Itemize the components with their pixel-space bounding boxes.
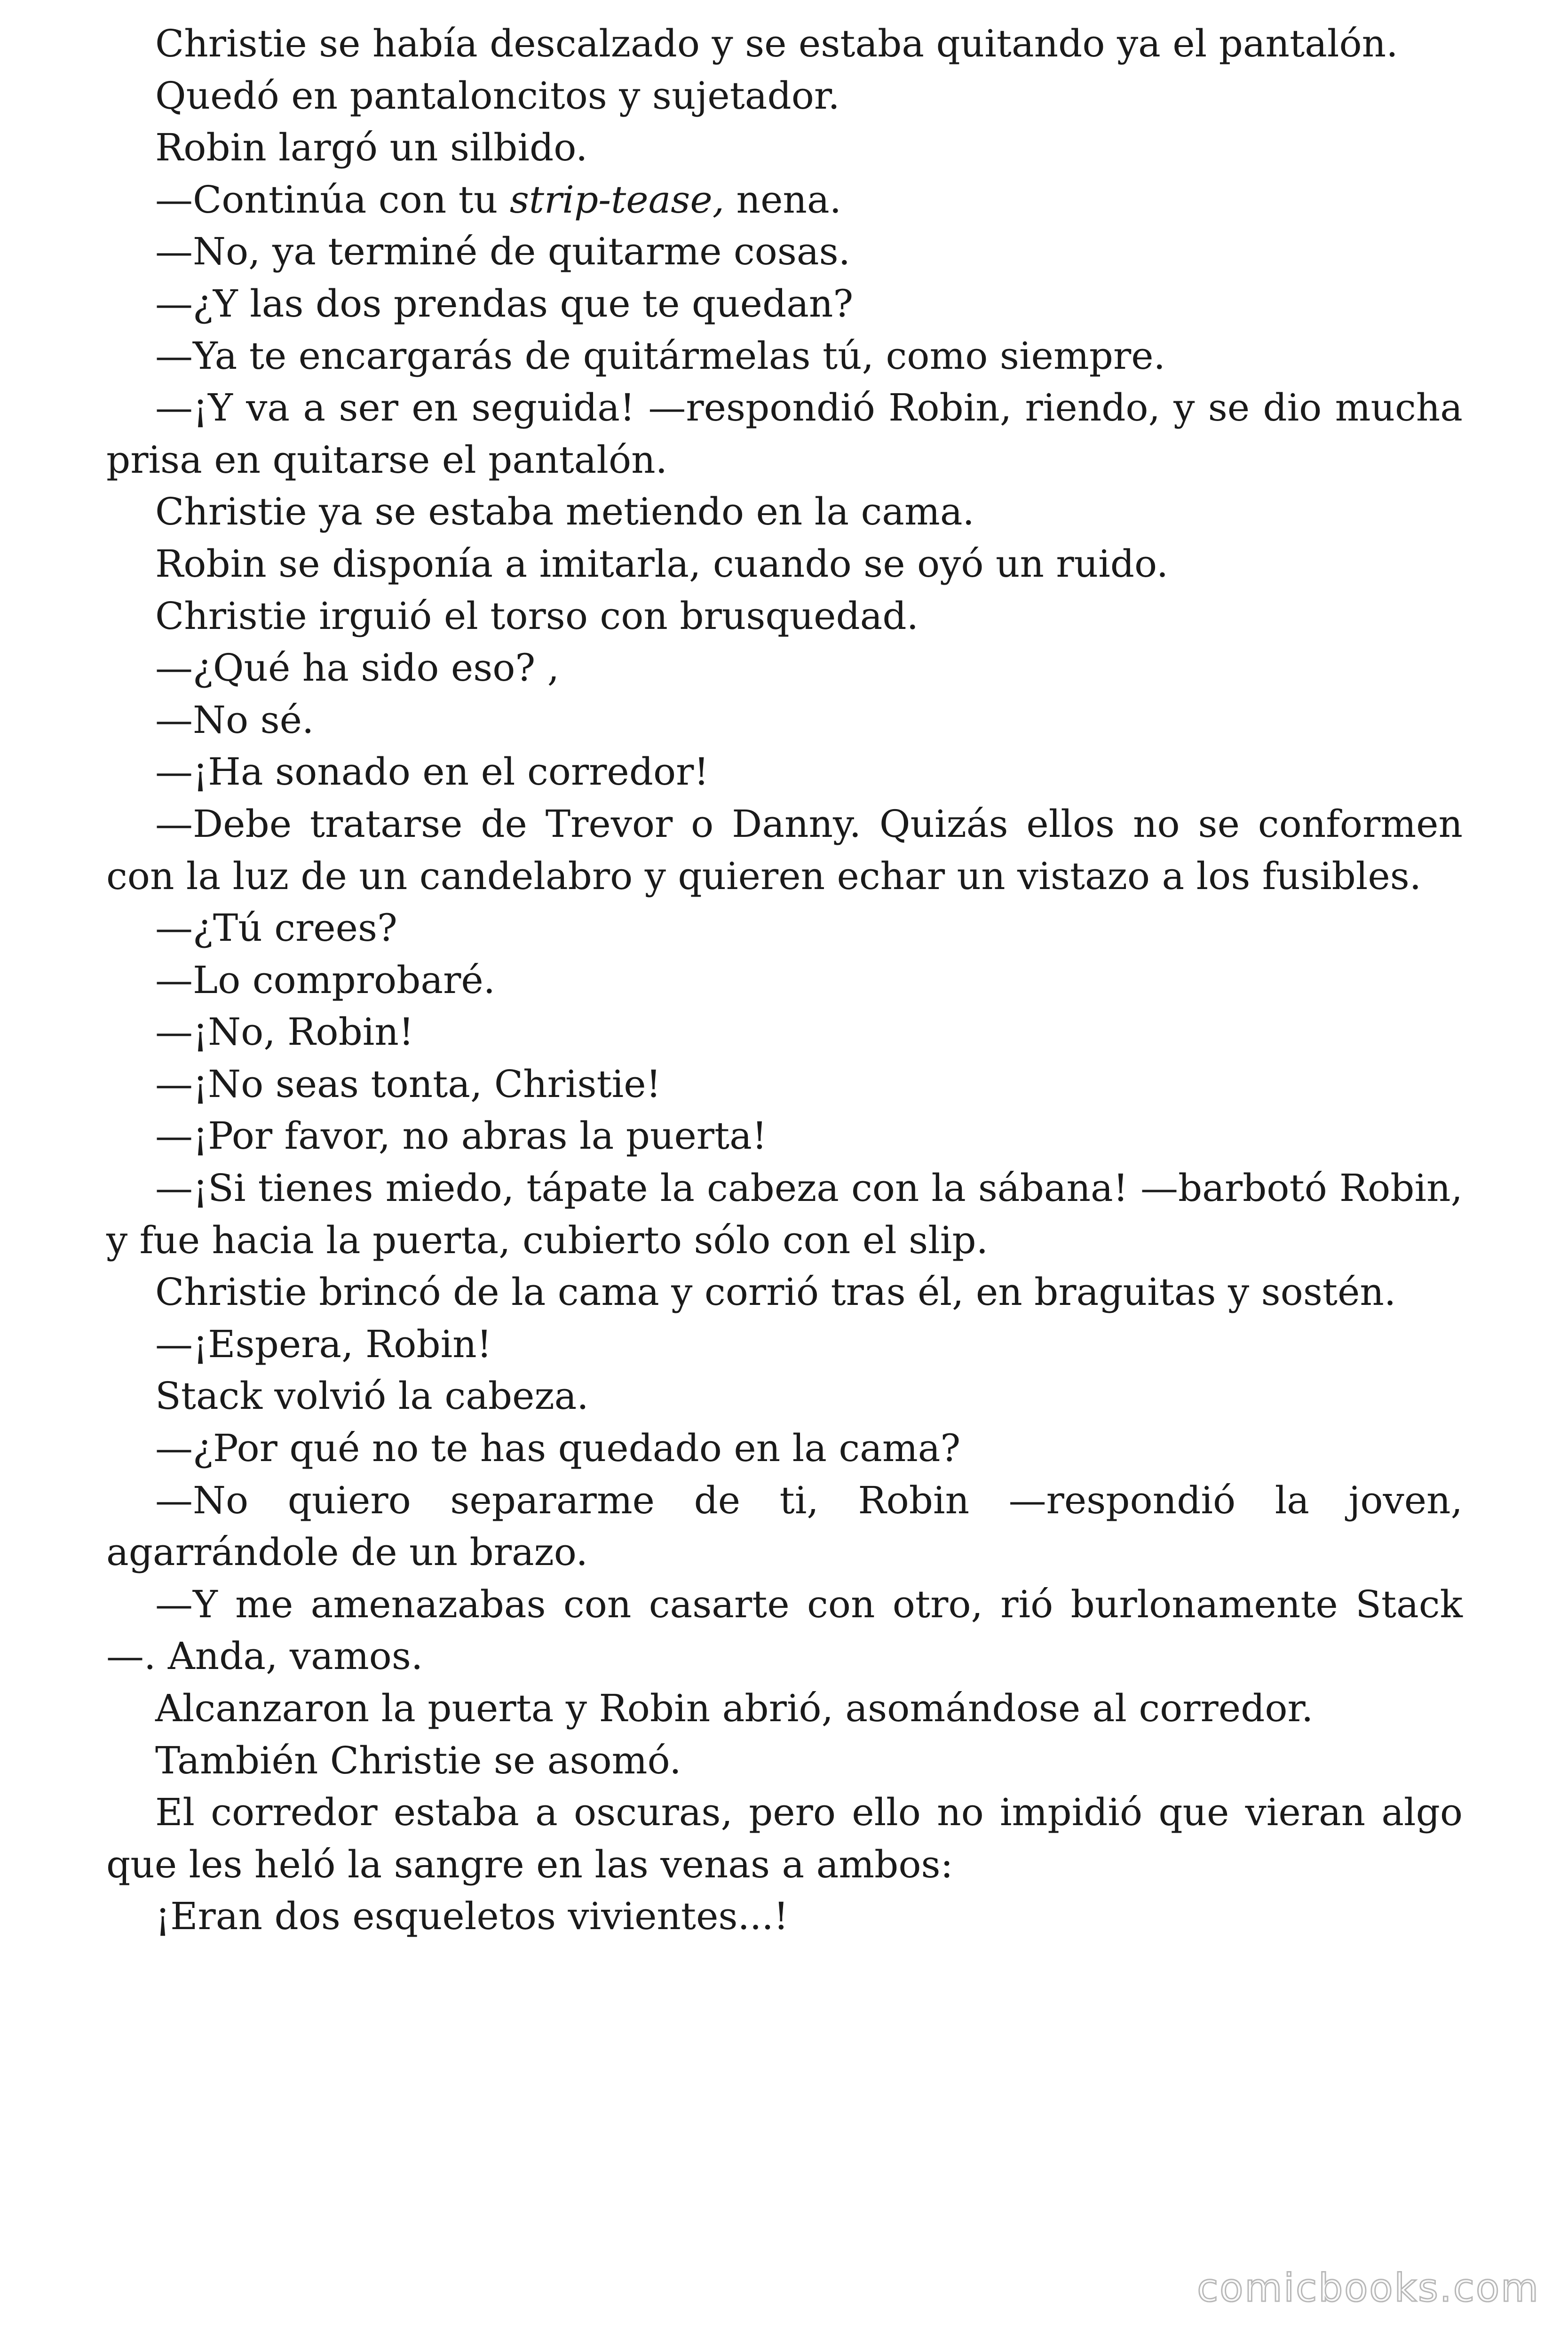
paragraph: —Lo comprobaré.	[155, 958, 496, 1002]
paragraph: —No sé.	[155, 698, 314, 742]
paragraph: Stack volvió la cabeza.	[155, 1374, 589, 1418]
paragraph: —¡Espera, Robin!	[155, 1322, 492, 1366]
paragraph: —Debe tratarse de Trevor o Danny. Quizás ellos no se conformen con la luz de un candelabro y quieren echar un vistazo a los fusibles.	[106, 802, 1463, 898]
text-run: nena.	[724, 177, 842, 222]
paragraph: —¿Por qué no te has quedado en la cama?	[155, 1426, 961, 1470]
paragraph: —¿Tú crees?	[155, 906, 397, 950]
page-text-body	[106, 18, 1463, 1943]
paragraph: —¡Y va a ser en seguida! —respondió Robin, riendo, y se dio mucha prisa en quitarse el pantalón.	[106, 386, 1463, 482]
paragraph: También Christie se asomó.	[155, 1738, 681, 1782]
paragraph: —¡Si tienes miedo, tápate la cabeza con la sábana! —barbotó Robin, y fue hacia la puerta, cubierto sólo con el slip.	[106, 1166, 1463, 1262]
paragraph: —¡Ha sonado en el corredor!	[155, 750, 709, 794]
paragraph: Christie irguió el torso con brusquedad.	[155, 594, 919, 638]
watermark: comicbooks.com	[1197, 2266, 1540, 2311]
paragraph: —Y me amenazabas con casarte con otro, rió burlonamente Stack —. Anda, vamos.	[106, 1582, 1463, 1678]
paragraph: —No, ya terminé de quitarme cosas.	[155, 230, 851, 274]
paragraph: Christie ya se estaba metiendo en la cama.	[155, 490, 974, 534]
paragraph: ¡Eran dos esqueletos vivientes...!	[155, 1894, 789, 1939]
paragraph: Quedó en pantaloncitos y sujetador.	[155, 73, 840, 118]
paragraph: —¡No seas tonta, Christie!	[155, 1062, 661, 1106]
paragraph: Christie se había descalzado y se estaba quitando ya el pantalón.	[155, 22, 1398, 65]
paragraph: Robin se disponía a imitarla, cuando se oyó un ruido.	[155, 541, 1169, 586]
paragraph: —¡Por favor, no abras la puerta!	[155, 1114, 768, 1158]
paragraph: —No quiero separarme de ti, Robin —respondió la joven, agarrándole de un brazo.	[106, 1478, 1463, 1574]
italic-text-run: strip-tease,	[509, 177, 725, 222]
paragraph	[106, 174, 1463, 226]
paragraph: —¡No, Robin!	[155, 1010, 414, 1054]
paragraph: —Ya te encargarás de quitármelas tú, como siempre.	[155, 334, 1165, 378]
paragraph: —¿Qué ha sido eso? ,	[155, 646, 560, 690]
paragraph: —¿Y las dos prendas que te quedan?	[155, 281, 854, 326]
paragraph: El corredor estaba a oscuras, pero ello no impidió que vieran algo que les heló la sangre en las venas a ambos:	[106, 1790, 1463, 1886]
text-run: —Continúa con tu	[155, 177, 510, 222]
paragraph: Robin largó un silbido.	[155, 126, 588, 170]
paragraph: Alcanzaron la puerta y Robin abrió, asomándose al corredor.	[155, 1686, 1314, 1730]
paragraph: Christie brincó de la cama y corrió tras él, en braguitas y sostén.	[155, 1270, 1396, 1314]
